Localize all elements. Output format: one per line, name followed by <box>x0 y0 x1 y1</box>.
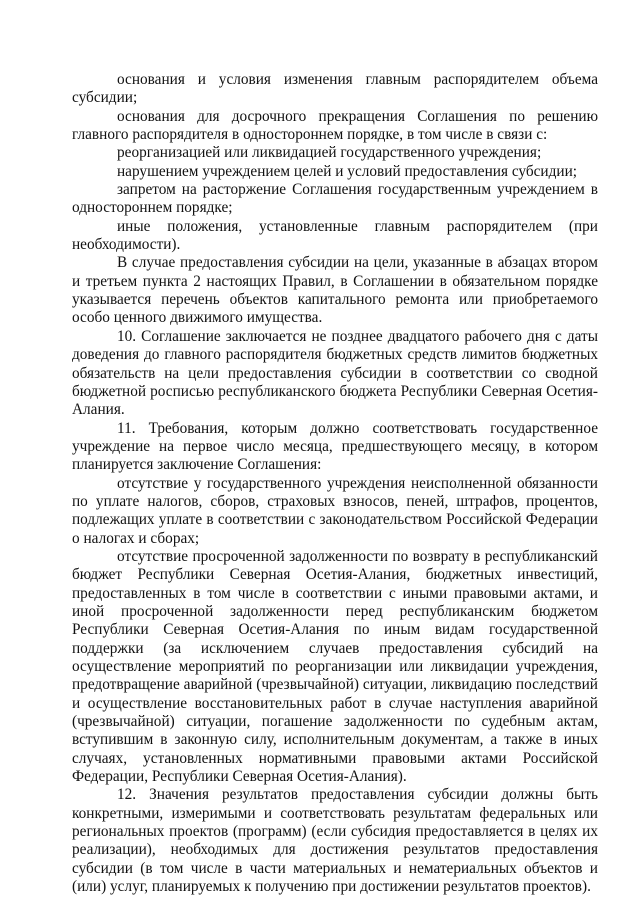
paragraph-3: реорганизацией или ликвидацией государственного учреждения; <box>117 144 542 162</box>
paragraph-11: отсутствие просроченной задолженности по возврату в республиканский бюджет Республики Северная Осетия-Алания, бюджетных инвестиций, предоставленных в том числе в соответствии с иными правовыми актами, и иной просроченной задолженности перед республиканским бюджетом Республики Северная Осетия-Алания по иным видам государственной поддержки (за исключением случаев предоставления субсидий на осуществление мероприятий по реорганизации или ликвидации учреждения, предотвращение аварийной (чрезвычайной) ситуации, ликвидацию последствий и осуществление восстановительных работ в случае наступления аварийной (чрезвычайной) ситуации, погашение задолженности по судебным актам, вступившим в законную силу, исполнительным документам, а также в иных случаях, установленных нормативными правовыми актами Российской Федерации, Республики Северная Осетия-Алания). <box>72 547 598 786</box>
paragraph-5: запретом на расторжение Соглашения государственным учреждением в одностороннем порядке; <box>72 181 598 217</box>
paragraph-12-clause-12: 12. Значения результатов предоставления субсидии должны быть конкретными, измеримыми и соответствовать результатам федеральных или региональных проектов (программ) (если субсидия предоставляется в целях их реализации), необходимых для достижения результатов предоставления субсидии (в том числе в части материальных и нематериальных объектов и (или) услуг, планируемых к получению при достижении результатов проектов). <box>72 786 598 896</box>
paragraph-9-clause-11: 11. Требования, которым должно соответствовать государственное учреждение на первое число месяца, предшествующего месяцу, в котором планируется заключение Соглашения: <box>72 419 598 474</box>
paragraph-7: В случае предоставления субсидии на цели, указанные в абзацах втором и третьем пункта 2 настоящих Правил, в Соглашении в обязательном порядке указывается перечень объектов капитального ремонта или приобретаемого особо ценного движимого имущества. <box>72 254 598 327</box>
paragraph-6: иные положения, установленные главным распорядителем (при необходимости). <box>72 217 598 254</box>
paragraph-1: основания и условия изменения главным распорядителем объема субсидии; <box>72 71 598 107</box>
paragraph-2: основания для досрочного прекращения Соглашения по решению главного распорядителя в одностороннем порядке, в том числе в связи с: <box>72 107 598 144</box>
document-page <box>72 71 598 896</box>
paragraph-10: отсутствие у государственного учреждения неисполненной обязанности по уплате налогов, сборов, страховых взносов, пеней, штрафов, процентов, подлежащих уплате в соответствии с законодательством Российской Федерации о налогах и сборах; <box>72 474 598 547</box>
paragraph-4: нарушением учреждением целей и условий предоставления субсидии; <box>117 162 578 180</box>
paragraph-8-clause-10: 10. Соглашение заключается не позднее двадцатого рабочего дня с даты доведения до главного распорядителя бюджетных средств лимитов бюджетных обязательств на цели предоставления субсидии в соответствии со сводной бюджетной росписью республиканского бюджета Республики Северная Осетия-Алания. <box>72 327 598 419</box>
